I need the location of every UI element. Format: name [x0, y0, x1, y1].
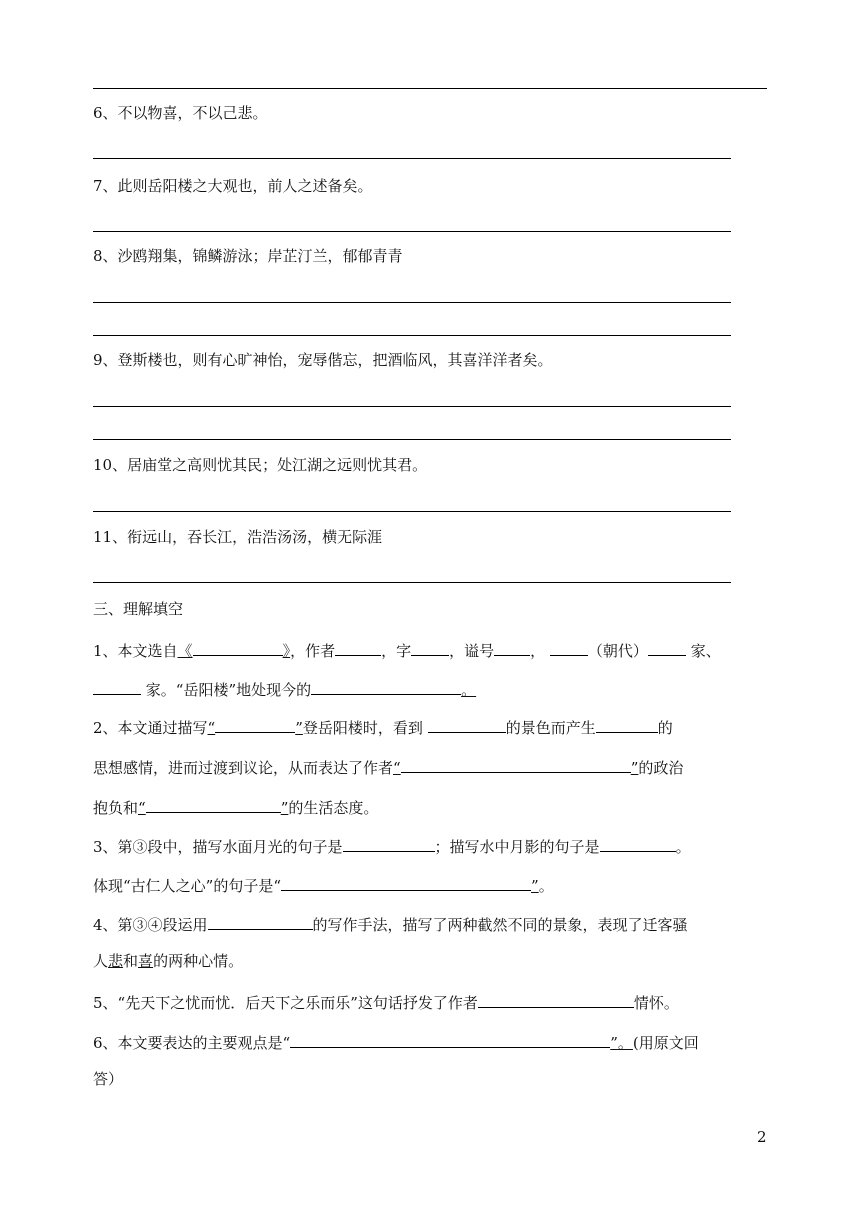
- q2-line2: 思想感情，进而过渡到议论，从而表达了作者“ ”的政治: [93, 755, 767, 778]
- page-number: 2: [757, 1128, 767, 1146]
- answer-line[interactable]: [93, 302, 731, 303]
- item-10: 10、居庙堂之高则忧其民；处江湖之远则忧其君。: [93, 456, 428, 474]
- q5-line1: 5、“先天下之忧而忧．后天下之乐而乐”这句话抒发了作者 情怀。: [93, 990, 767, 1013]
- q3-line2: 体现“古仁人之心”的句子是“ ”。: [93, 873, 767, 896]
- blank[interactable]: [93, 677, 141, 695]
- blank[interactable]: [411, 638, 449, 656]
- q2-line1: 2、本文通过描写“ ”登岳阳楼时，看到 的景色而产生 的: [93, 715, 767, 738]
- blank[interactable]: [600, 834, 676, 852]
- q2-line3: 抱负和“ ”的生活态度。: [93, 795, 767, 818]
- answer-line[interactable]: [93, 335, 731, 336]
- item-11: 11、衔远山，吞长江，浩浩汤汤，横无际涯: [93, 528, 383, 546]
- blank[interactable]: [146, 795, 281, 813]
- q4-line2: 人悲和喜的两种心情。: [93, 952, 244, 970]
- blank[interactable]: [478, 990, 634, 1008]
- q1-line1: 1、本文选自《 》，作者 ，字 ，谥号 ， （朝代） 家、: [93, 638, 767, 661]
- answer-line[interactable]: [93, 511, 731, 512]
- answer-line[interactable]: [93, 158, 731, 159]
- blank[interactable]: [290, 1030, 610, 1048]
- blank[interactable]: [428, 715, 506, 733]
- top-rule: [93, 88, 767, 89]
- blank[interactable]: [550, 638, 588, 656]
- item-8: 8、沙鸥翔集，锦鳞游泳；岸芷汀兰，郁郁青青: [93, 247, 403, 265]
- blank[interactable]: [208, 912, 313, 930]
- blank[interactable]: [648, 638, 686, 656]
- answer-line[interactable]: [93, 439, 731, 440]
- item-7: 7、此则岳阳楼之大观也，前人之述备矣。: [93, 177, 373, 195]
- section-title: 三、理解填空: [93, 600, 184, 618]
- blank[interactable]: [335, 638, 381, 656]
- q6-line2: 答）: [93, 1070, 124, 1088]
- q6-line1: 6、本文要表达的主要观点是“ ”。(用原文回: [93, 1030, 767, 1053]
- q1-line2: 家。“岳阳楼”地处现今的 。: [93, 677, 767, 700]
- item-6: 6、不以物喜，不以己悲。: [93, 104, 268, 122]
- blank[interactable]: [215, 715, 295, 733]
- item-9: 9、登斯楼也，则有心旷神怡，宠辱偕忘，把酒临风，其喜洋洋者矣。: [93, 351, 553, 369]
- answer-line[interactable]: [93, 406, 731, 407]
- blank[interactable]: [193, 638, 283, 656]
- blank[interactable]: [494, 638, 530, 656]
- blank[interactable]: [596, 715, 658, 733]
- answer-line[interactable]: [93, 582, 731, 583]
- answer-line[interactable]: [93, 231, 731, 232]
- blank[interactable]: [311, 677, 461, 695]
- blank[interactable]: [343, 834, 435, 852]
- q3-line1: 3、第③段中，描写水面月光的句子是 ；描写水中月影的句子是 。: [93, 834, 767, 857]
- q4-line1: 4、第③④段运用 的写作手法，描写了两种截然不同的景象，表现了迁客骚: [93, 912, 767, 935]
- blank[interactable]: [281, 873, 531, 891]
- blank[interactable]: [401, 755, 631, 773]
